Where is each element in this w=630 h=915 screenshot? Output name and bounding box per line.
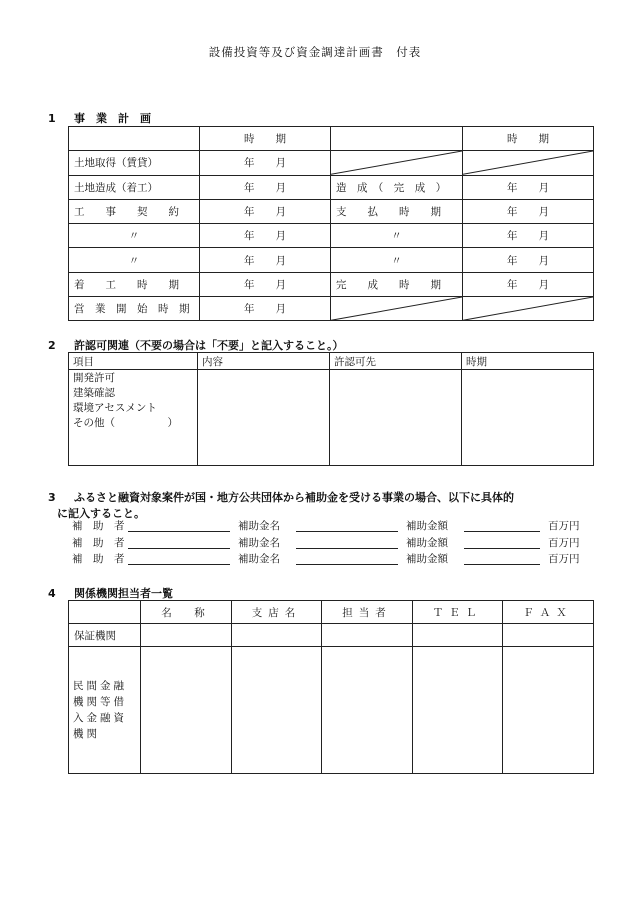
private-lender-label-line: 民間金融 <box>73 680 127 692</box>
plan-row <box>69 199 594 223</box>
contacts-header-tel: ＴＥＬ <box>413 601 503 624</box>
contacts-header-name: 名 称 <box>141 601 232 624</box>
section1-heading <box>48 110 151 126</box>
section3-title-line1: ふるさと融資対象案件が国・地方公共団体から補助金を受ける事業の場合、以下に具体的 <box>74 491 514 504</box>
subsidy-name-label: 補助金名 <box>238 553 280 565</box>
plan-right-label: 完 成 時 期 <box>331 272 463 296</box>
section2-heading <box>48 337 344 353</box>
plan-right-period[interactable]: 年 月 <box>463 272 594 296</box>
plan-right-period[interactable]: 年 月 <box>463 224 594 248</box>
plan-right-label: 〃 <box>331 224 463 248</box>
contacts-header-person: 担当者 <box>322 601 413 624</box>
private-lender-label <box>69 647 141 774</box>
subsidy-amount-label: 補助金額 <box>406 520 448 532</box>
header-blank-right <box>331 127 463 151</box>
section3-heading <box>48 489 514 505</box>
amount-unit: 百万円 <box>548 537 580 549</box>
lender-fax-cell[interactable] <box>503 647 594 774</box>
plan-right-period[interactable]: 年 月 <box>463 175 594 199</box>
diagonal-slash <box>331 151 462 174</box>
section2-title: 許認可関連（不要の場合は「不要」と記入すること。） <box>74 339 344 352</box>
grantor-input-line[interactable] <box>128 548 230 549</box>
lender-person-cell[interactable] <box>322 647 413 774</box>
plan-left-label: 土地取得（賃貸） <box>69 151 200 175</box>
plan-row <box>69 248 594 272</box>
plan-right-label: 造 成 （ 完 成 ） <box>331 175 463 199</box>
plan-left-period[interactable]: 年 月 <box>200 297 331 321</box>
private-lender-label-line: 機関等借 <box>73 696 127 708</box>
business-plan-table <box>68 126 594 321</box>
diagonal-slash <box>463 151 593 174</box>
header-period-right: 時 期 <box>463 127 594 151</box>
plan-right-label: 支 払 時 期 <box>331 199 463 223</box>
guarantor-tel-cell[interactable] <box>413 624 503 647</box>
plan-row <box>69 272 594 296</box>
guarantor-fax-cell[interactable] <box>503 624 594 647</box>
permits-header-authority: 許認可先 <box>330 353 462 370</box>
permits-header-item: 項目 <box>69 353 198 370</box>
subsidy-name-input-line[interactable] <box>296 531 398 532</box>
lender-branch-cell[interactable] <box>232 647 322 774</box>
subsidy-amount-label: 補助金額 <box>406 537 448 549</box>
permits-header-content: 内容 <box>198 353 330 370</box>
grantor-label: 補 助 者 <box>72 520 125 532</box>
plan-row <box>69 224 594 248</box>
contacts-table <box>68 600 594 774</box>
page-title: 設備投資等及び資金調達計画書 付表 <box>208 45 422 59</box>
section1-number: 1 <box>48 112 56 125</box>
plan-left-period[interactable]: 年 月 <box>200 248 331 272</box>
plan-left-label: 土地造成（着工） <box>69 175 200 199</box>
plan-left-period[interactable]: 年 月 <box>200 151 331 175</box>
contacts-header-fax: ＦＡＸ <box>503 601 594 624</box>
section4-title: 関係機関担当者一覧 <box>74 587 173 600</box>
subsidy-amount-input-line[interactable] <box>464 548 540 549</box>
permit-item: 環境アセスメント <box>73 402 157 414</box>
grantor-input-line[interactable] <box>128 564 230 565</box>
permits-authority-cell[interactable] <box>330 370 462 466</box>
permits-content-cell[interactable] <box>198 370 330 466</box>
section4-heading <box>48 585 173 601</box>
plan-row <box>69 175 594 199</box>
lender-tel-cell[interactable] <box>413 647 503 774</box>
plan-left-period[interactable]: 年 月 <box>200 272 331 296</box>
plan-right-label-slashed <box>331 297 463 321</box>
grantor-input-line[interactable] <box>128 531 230 532</box>
permits-items-cell <box>69 370 198 466</box>
section3-heading-line2: に記入すること。 <box>57 507 145 520</box>
subsidy-name-label: 補助金名 <box>238 537 280 549</box>
plan-left-label: 工 事 契 約 <box>69 199 200 223</box>
header-period-left: 時 期 <box>200 127 331 151</box>
lender-name-cell[interactable] <box>141 647 232 774</box>
plan-left-label: 着 工 時 期 <box>69 272 200 296</box>
permit-item: 建築確認 <box>73 387 115 399</box>
amount-unit: 百万円 <box>548 520 580 532</box>
subsidy-name-label: 補助金名 <box>238 520 280 532</box>
guarantor-person-cell[interactable] <box>322 624 413 647</box>
section1-title: 事 業 計 画 <box>74 112 151 125</box>
private-lender-label-line: 機関 <box>73 728 100 740</box>
guarantor-name-cell[interactable] <box>141 624 232 647</box>
subsidy-amount-label: 補助金額 <box>406 553 448 565</box>
permits-header-period: 時期 <box>462 353 594 370</box>
plan-left-label: 〃 <box>69 224 200 248</box>
plan-row <box>69 151 594 175</box>
plan-row <box>69 297 594 321</box>
grantor-label: 補 助 者 <box>72 553 125 565</box>
subsidy-name-input-line[interactable] <box>296 548 398 549</box>
subsidy-name-input-line[interactable] <box>296 564 398 565</box>
permit-item: その他（ ） <box>73 417 178 429</box>
subsidy-amount-input-line[interactable] <box>464 531 540 532</box>
plan-left-period[interactable]: 年 月 <box>200 175 331 199</box>
plan-right-period-slashed <box>463 297 594 321</box>
grantor-label: 補 助 者 <box>72 537 125 549</box>
section2-number: 2 <box>48 339 56 352</box>
permit-item: 開発許可 <box>73 372 115 384</box>
plan-right-period[interactable]: 年 月 <box>463 199 594 223</box>
permits-period-cell[interactable] <box>462 370 594 466</box>
plan-left-label: 〃 <box>69 248 200 272</box>
guarantor-branch-cell[interactable] <box>232 624 322 647</box>
plan-left-period[interactable]: 年 月 <box>200 224 331 248</box>
private-lender-label-line: 入金融資 <box>73 712 127 724</box>
header-blank-left <box>69 127 200 151</box>
plan-right-period-slashed <box>463 151 594 175</box>
plan-left-label: 営 業 開 始 時 期 <box>69 297 200 321</box>
guarantor-label: 保証機関 <box>69 624 141 647</box>
section4-number: 4 <box>48 587 56 600</box>
amount-unit: 百万円 <box>548 553 580 565</box>
plan-left-period[interactable]: 年 月 <box>200 199 331 223</box>
plan-right-label-slashed <box>331 151 463 175</box>
permits-table <box>68 352 594 466</box>
diagonal-slash <box>463 297 593 320</box>
plan-right-label: 〃 <box>331 248 463 272</box>
section3-number: 3 <box>48 491 56 504</box>
plan-right-period[interactable]: 年 月 <box>463 248 594 272</box>
contacts-header-blank <box>69 601 141 624</box>
subsidy-amount-input-line[interactable] <box>464 564 540 565</box>
contacts-header-branch: 支店名 <box>232 601 322 624</box>
diagonal-slash <box>331 297 462 320</box>
